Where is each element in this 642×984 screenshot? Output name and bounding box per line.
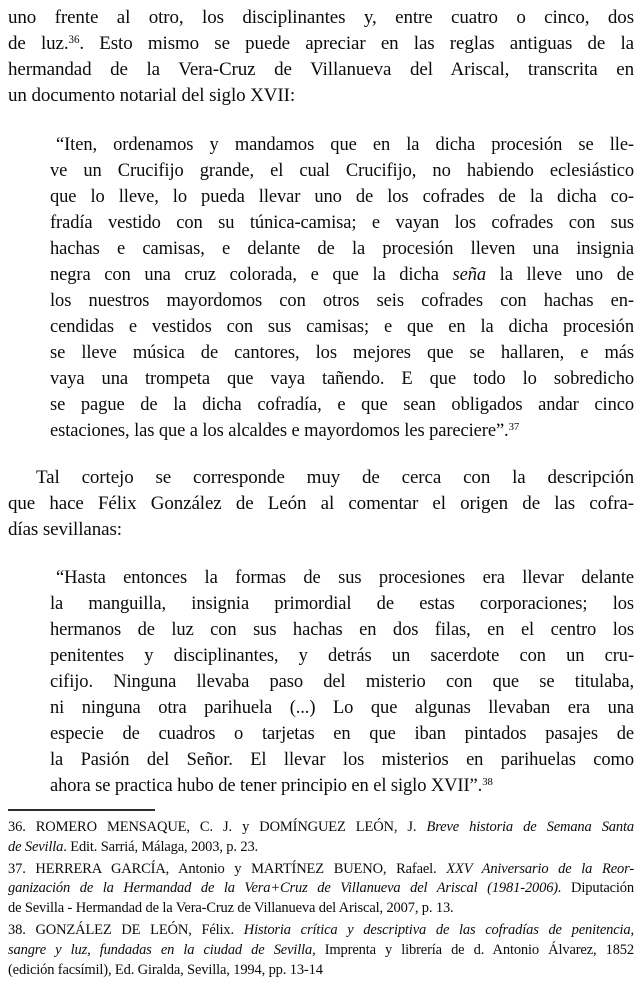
text-line: uno frente al otro, los disciplinantes y, entre cuatro o cinco, dos	[8, 7, 634, 28]
text-line: cifijo. Ninguna llevaba paso del misterio con que se titulaba,	[50, 672, 634, 692]
footnote-separator	[8, 809, 155, 811]
text-line: ganización de la Hermandad de la Vera+Cruz de Villanueva del Ariscal (1981-2006). Diputación	[8, 880, 634, 897]
text-line: la manguilla, insignia primordial de estas corporaciones; los	[50, 594, 634, 614]
text-line: Tal cortejo se corresponde muy de cerca con la descripción	[36, 467, 634, 488]
text-line: que lo lleve, lo pueda llevar uno de los cofrades de la dicha co-	[50, 187, 634, 207]
text-line: hermanos de luz con sus hachas en dos filas, en el centro los	[50, 620, 634, 640]
footnote-37	[8, 860, 634, 919]
text-line: fradía vestido con su túnica-camisa; e vayan los cofrades con sus	[50, 213, 634, 233]
text-line: los nuestros mayordomos con otros seis cofrades con hachas en-	[50, 291, 634, 311]
text-line: “Iten, ordenamos y mandamos que en la dicha procesión se lle-	[56, 135, 634, 155]
text-line: se pague de la dicha cofradía, e que sean obligados andar cinco	[50, 395, 634, 415]
footnote-36	[8, 818, 634, 858]
text-line: días sevillanas:	[8, 519, 122, 540]
text-line: de luz.$^{36}$. Esto mismo se puede apreciar en las reglas antiguas de la	[8, 33, 634, 54]
text-line: 36. ROMERO MENSAQUE, C. J. y DOMÍNGUEZ LEÓN, J. Breve historia de Semana Santa	[8, 819, 634, 835]
text-line: (edición facsímil), Ed. Giralda, Sevilla, 1994, pp. 13-14	[8, 961, 323, 978]
text-line: hermandad de la Vera-Cruz de Villanueva del Ariscal, transcrita en	[8, 59, 634, 80]
text-line: de Sevilla. Edit. Sarriá, Málaga, 2003, p. 23.	[8, 838, 259, 855]
blockquote-gonzalez-leon	[50, 565, 634, 799]
text-line: que hace Félix González de León al comentar el origen de las cofra-	[8, 493, 634, 514]
text-line: vaya una trompeta que vaya tañendo. E que todo lo sobredicho	[50, 369, 634, 389]
text-line: la Pasión del Señor. El llevar los misterios en parihuelas como	[50, 750, 634, 770]
text-line: negra con una cruz colorada, e que la dicha seña la lleve uno de	[50, 265, 634, 285]
text-line: especie de cuadros o tarjetas en que iban pintados pasajes de	[50, 724, 634, 744]
paragraph-cortejo	[8, 465, 634, 543]
text-line: un documento notarial del siglo XVII:	[8, 85, 296, 106]
text-line: “Hasta entonces la formas de sus procesiones era llevar delante	[56, 568, 634, 588]
text-line: cendidas e vestidos con sus camisas; e que en la dicha procesión	[50, 317, 634, 337]
text-line: 38. GONZÁLEZ DE LEÓN, Félix. Historia crítica y descriptiva de las cofradías de penitencia,	[8, 921, 634, 938]
text-line: sangre y luz, fundadas en la ciudad de Sevilla, Imprenta y librería de d. Antonio Álvarez, 1852	[8, 941, 635, 958]
text-line: hachas e camisas, e delante de la procesión lleven una insignia	[50, 239, 634, 259]
paragraph-intro	[8, 5, 634, 109]
text-line: se lleve música de cantores, los mejores que se hallaren, e más	[50, 343, 634, 363]
text-line: 37. HERRERA GARCÍA, Antonio y MARTÍNEZ BUENO, Rafael. XXV Aniversario de la Reor-	[8, 860, 634, 877]
text-line: de Sevilla - Hermandad de la Vera-Cruz de Villanueva del Ariscal, 2007, p. 13.	[8, 900, 454, 917]
text-line: ve un Crucifijo grande, el cual Crucifijo, no habiendo eclesiástico	[50, 161, 634, 181]
text-line: ni ninguna otra parihuela (...) Lo que algunas llevaban era una	[50, 698, 634, 718]
blockquote-vera-cruz-rules	[50, 132, 634, 444]
text-line: estaciones, las que a los alcaldes e mayordomos les pareciere”.$^{37}$	[50, 421, 520, 441]
footnote-38	[8, 921, 634, 980]
footnotes-section	[8, 818, 634, 980]
text-line: penitentes y disciplinantes, y detrás un sacerdote con un cru-	[50, 646, 634, 666]
text-line: ahora se practica hubo de tener principio en el siglo XVII”.$^{38}$	[50, 776, 493, 796]
